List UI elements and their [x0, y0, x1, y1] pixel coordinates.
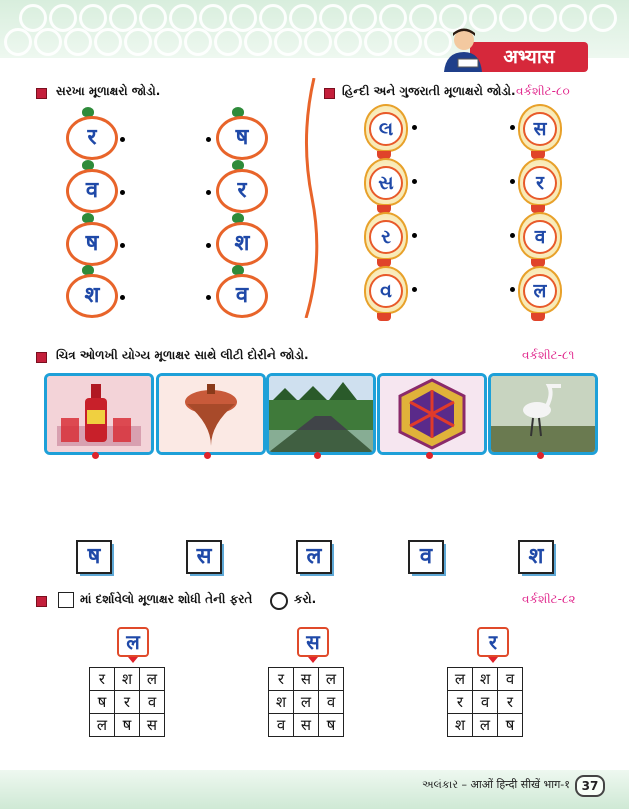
match-dot[interactable] — [510, 125, 515, 130]
match-dot[interactable] — [206, 243, 211, 248]
balloon-letter: व — [518, 212, 562, 260]
section-tag: अभ्यास — [470, 42, 588, 72]
arrow-down-icon — [488, 657, 498, 663]
apple-letter: ष — [66, 222, 118, 266]
match-dot[interactable] — [92, 452, 99, 459]
match-dot[interactable] — [120, 243, 125, 248]
target-letter-box: स — [297, 627, 329, 657]
grid-cell[interactable]: ल — [319, 668, 344, 691]
match-letter-box: ल — [296, 540, 332, 574]
basket-icon — [377, 313, 391, 321]
match-dot[interactable] — [412, 125, 417, 130]
grid-cell[interactable]: ष — [90, 691, 115, 714]
bullet-icon — [36, 88, 47, 99]
worksheet-label: વર્કશીટ-૮૧ — [522, 348, 575, 362]
hexagon-design-image — [377, 373, 487, 455]
grid-cell[interactable]: ल — [294, 691, 319, 714]
balloon-letter: र — [518, 158, 562, 206]
match-dot[interactable] — [120, 190, 125, 195]
apple-letter: श — [216, 222, 268, 266]
match-letter-box: ष — [76, 540, 112, 574]
match-dot[interactable] — [120, 295, 125, 300]
match-letter-box: श — [518, 540, 554, 574]
bullet-icon — [36, 352, 47, 363]
grid-cell[interactable]: व — [319, 691, 344, 714]
match-dot[interactable] — [510, 179, 515, 184]
worksheet-label: વર્કશીટ-૮૨ — [522, 592, 576, 606]
sherbet-bottle-image — [44, 373, 154, 455]
grid-cell[interactable]: श — [473, 668, 498, 691]
match-dot[interactable] — [120, 137, 125, 142]
grid-cell[interactable]: स — [294, 714, 319, 737]
match-dot[interactable] — [204, 452, 211, 459]
apple-letter: र — [216, 169, 268, 213]
balloon-letter: લ — [364, 104, 408, 152]
footer-book-title: અલંકાર – आओं हिन्दी सीखें भाग-१ — [421, 778, 570, 791]
arrow-down-icon — [128, 657, 138, 663]
arrow-down-icon — [308, 657, 318, 663]
apple-letter: व — [216, 274, 268, 318]
balloon-letter: स — [518, 104, 562, 152]
square-box-icon — [58, 592, 74, 608]
instruction-2: હિન્દી અને ગુજરાતી મૂળાક્ષરો જોડો. — [342, 84, 516, 98]
apple-letter: र — [66, 116, 118, 160]
grid-cell[interactable]: श — [448, 714, 473, 737]
target-letter-box: ल — [117, 627, 149, 657]
grid-cell[interactable]: ष — [319, 714, 344, 737]
grid-cell[interactable]: व — [473, 691, 498, 714]
grid-cell[interactable]: ष — [115, 714, 140, 737]
grid-cell[interactable]: ल — [140, 668, 165, 691]
balloon-letter: સ — [364, 158, 408, 206]
grid-cell[interactable]: र — [498, 691, 523, 714]
heron-bird-image — [488, 373, 598, 455]
match-dot[interactable] — [206, 137, 211, 142]
grid-cell[interactable]: र — [115, 691, 140, 714]
balloon-letter: ર — [364, 212, 408, 260]
match-dot[interactable] — [412, 287, 417, 292]
road-image — [266, 373, 376, 455]
grid-cell[interactable]: र — [90, 668, 115, 691]
balloon-letter: ल — [518, 266, 562, 314]
match-dot[interactable] — [510, 233, 515, 238]
match-dot[interactable] — [412, 233, 417, 238]
match-dot[interactable] — [510, 287, 515, 292]
circle-icon — [270, 592, 288, 610]
letter-grid — [268, 667, 344, 737]
basket-icon — [531, 313, 545, 321]
bullet-icon — [36, 596, 47, 607]
worksheet-label: વર્કશીટ-૮૦ — [516, 84, 570, 98]
instruction-4b: કરો. — [294, 592, 317, 606]
grid-cell[interactable]: ल — [448, 668, 473, 691]
apple-letter: ष — [216, 116, 268, 160]
letter-grid — [89, 667, 165, 737]
bullet-icon — [324, 88, 335, 99]
grid-cell[interactable]: ल — [473, 714, 498, 737]
apple-letter: श — [66, 274, 118, 318]
match-dot[interactable] — [426, 452, 433, 459]
match-dot[interactable] — [206, 190, 211, 195]
grid-cell[interactable]: व — [140, 691, 165, 714]
grid-cell[interactable]: श — [115, 668, 140, 691]
apple-letter: व — [66, 169, 118, 213]
match-dot[interactable] — [537, 452, 544, 459]
match-dot[interactable] — [314, 452, 321, 459]
instruction-3: ચિત્ર ઓળખી યોગ્ય મૂળાક્ષર સાથે લીટી દોરીને જોડો. — [56, 348, 309, 362]
section-divider — [296, 78, 322, 318]
page-number: 37 — [575, 775, 605, 797]
grid-cell[interactable]: व — [269, 714, 294, 737]
match-letter-box: स — [186, 540, 222, 574]
instruction-1: સરખા મૂળાક્ષરો જોડો. — [56, 84, 161, 98]
instruction-4a: માં દર્શાવેલો મૂળાક્ષર શોધી તેની ફરતે — [80, 592, 253, 606]
grid-cell[interactable]: श — [269, 691, 294, 714]
grid-cell[interactable]: स — [140, 714, 165, 737]
grid-cell[interactable]: ल — [90, 714, 115, 737]
grid-cell[interactable]: स — [294, 668, 319, 691]
grid-cell[interactable]: व — [498, 668, 523, 691]
match-dot[interactable] — [412, 179, 417, 184]
grid-cell[interactable]: र — [448, 691, 473, 714]
boy-reading-icon — [440, 26, 484, 72]
letter-grid — [447, 667, 523, 737]
spinning-top-image — [156, 373, 266, 455]
grid-cell[interactable]: र — [269, 668, 294, 691]
balloon-letter: વ — [364, 266, 408, 314]
grid-cell[interactable]: ष — [498, 714, 523, 737]
target-letter-box: र — [477, 627, 509, 657]
match-letter-box: व — [408, 540, 444, 574]
match-dot[interactable] — [206, 295, 211, 300]
